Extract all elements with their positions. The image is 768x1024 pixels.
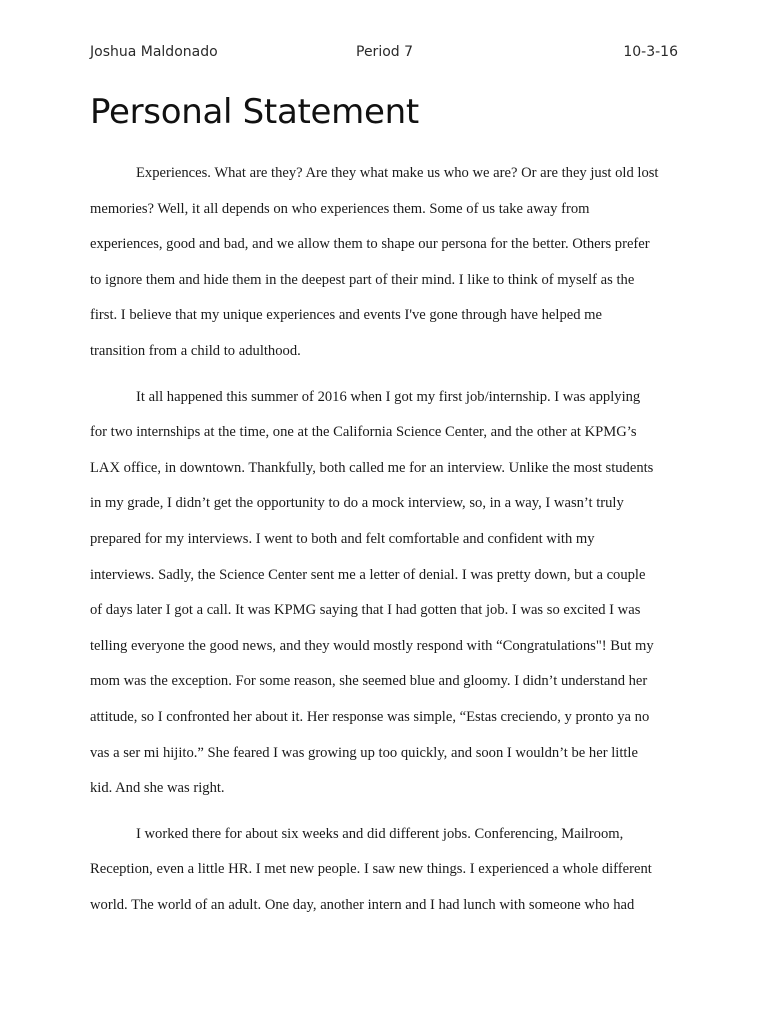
- text-line: prepared for my interviews. I went to both and felt comfortable and confident with my: [90, 530, 595, 547]
- document-date: 10-3-16: [623, 44, 678, 60]
- text-line: of days later I got a call. It was KPMG saying that I had gotten that job. I was so excited I was: [90, 602, 641, 619]
- text-line: world. The world of an adult. One day, another intern and I had lunch with someone who had: [90, 896, 635, 913]
- text-line: Reception, even a little HR. I met new people. I saw new things. I experienced a whole different: [90, 861, 652, 878]
- text-line: in my grade, I didn’t get the opportunity to do a mock interview, so, in a way, I wasn’t truly: [90, 495, 624, 512]
- paragraph-2: [90, 384, 680, 811]
- text-line: kid. And she was right.: [90, 780, 225, 797]
- text-line: first. I believe that my unique experiences and events I've gone through have helped me: [90, 307, 603, 324]
- text-line: telling everyone the good news, and they would mostly respond with “Congratulations"! But my: [90, 637, 654, 654]
- author-name: Joshua Maldonado: [90, 44, 218, 60]
- text-line: memories? Well, it all depends on who experiences them. Some of us take away from: [90, 200, 590, 217]
- class-period: Period 7: [356, 44, 414, 60]
- text-line: transition from a child to adulthood.: [90, 342, 301, 359]
- text-line: interviews. Sadly, the Science Center sent me a letter of denial. I was pretty down, but a couple: [90, 566, 646, 583]
- text-line: LAX office, in downtown. Thankfully, both called me for an interview. Unlike the most students: [90, 459, 654, 476]
- paragraph-1: [90, 160, 680, 374]
- text-line: mom was the exception. For some reason, she seemed blue and gloomy. I didn’t understand her: [90, 673, 648, 690]
- text-line: Experiences. What are they? Are they what make us who we are? Or are they just old lost: [136, 165, 659, 181]
- text-line: for two internships at the time, one at the California Science Center, and the other at KPMG’s: [90, 424, 637, 441]
- paragraph-3: [90, 821, 680, 928]
- text-line: attitude, so I confronted her about it. Her response was simple, “Estas creciendo, y pronto ya no: [90, 708, 650, 725]
- text-line: experiences, good and bad, and we allow them to shape our persona for the better. Others prefer: [90, 236, 650, 253]
- document-body: [90, 160, 680, 927]
- text-line: I worked there for about six weeks and did different jobs. Conferencing, Mailroom,: [136, 825, 624, 842]
- text-line: to ignore them and hide them in the deepest part of their mind. I like to think of myself as the: [90, 271, 635, 288]
- page-header: [90, 44, 678, 64]
- text-line: It all happened this summer of 2016 when I got my first job/internship. I was applying: [136, 388, 641, 405]
- text-line: vas a ser mi hijito.” She feared I was growing up too quickly, and soon I wouldn’t be her little: [90, 744, 638, 761]
- document-title: Personal Statement: [90, 92, 419, 132]
